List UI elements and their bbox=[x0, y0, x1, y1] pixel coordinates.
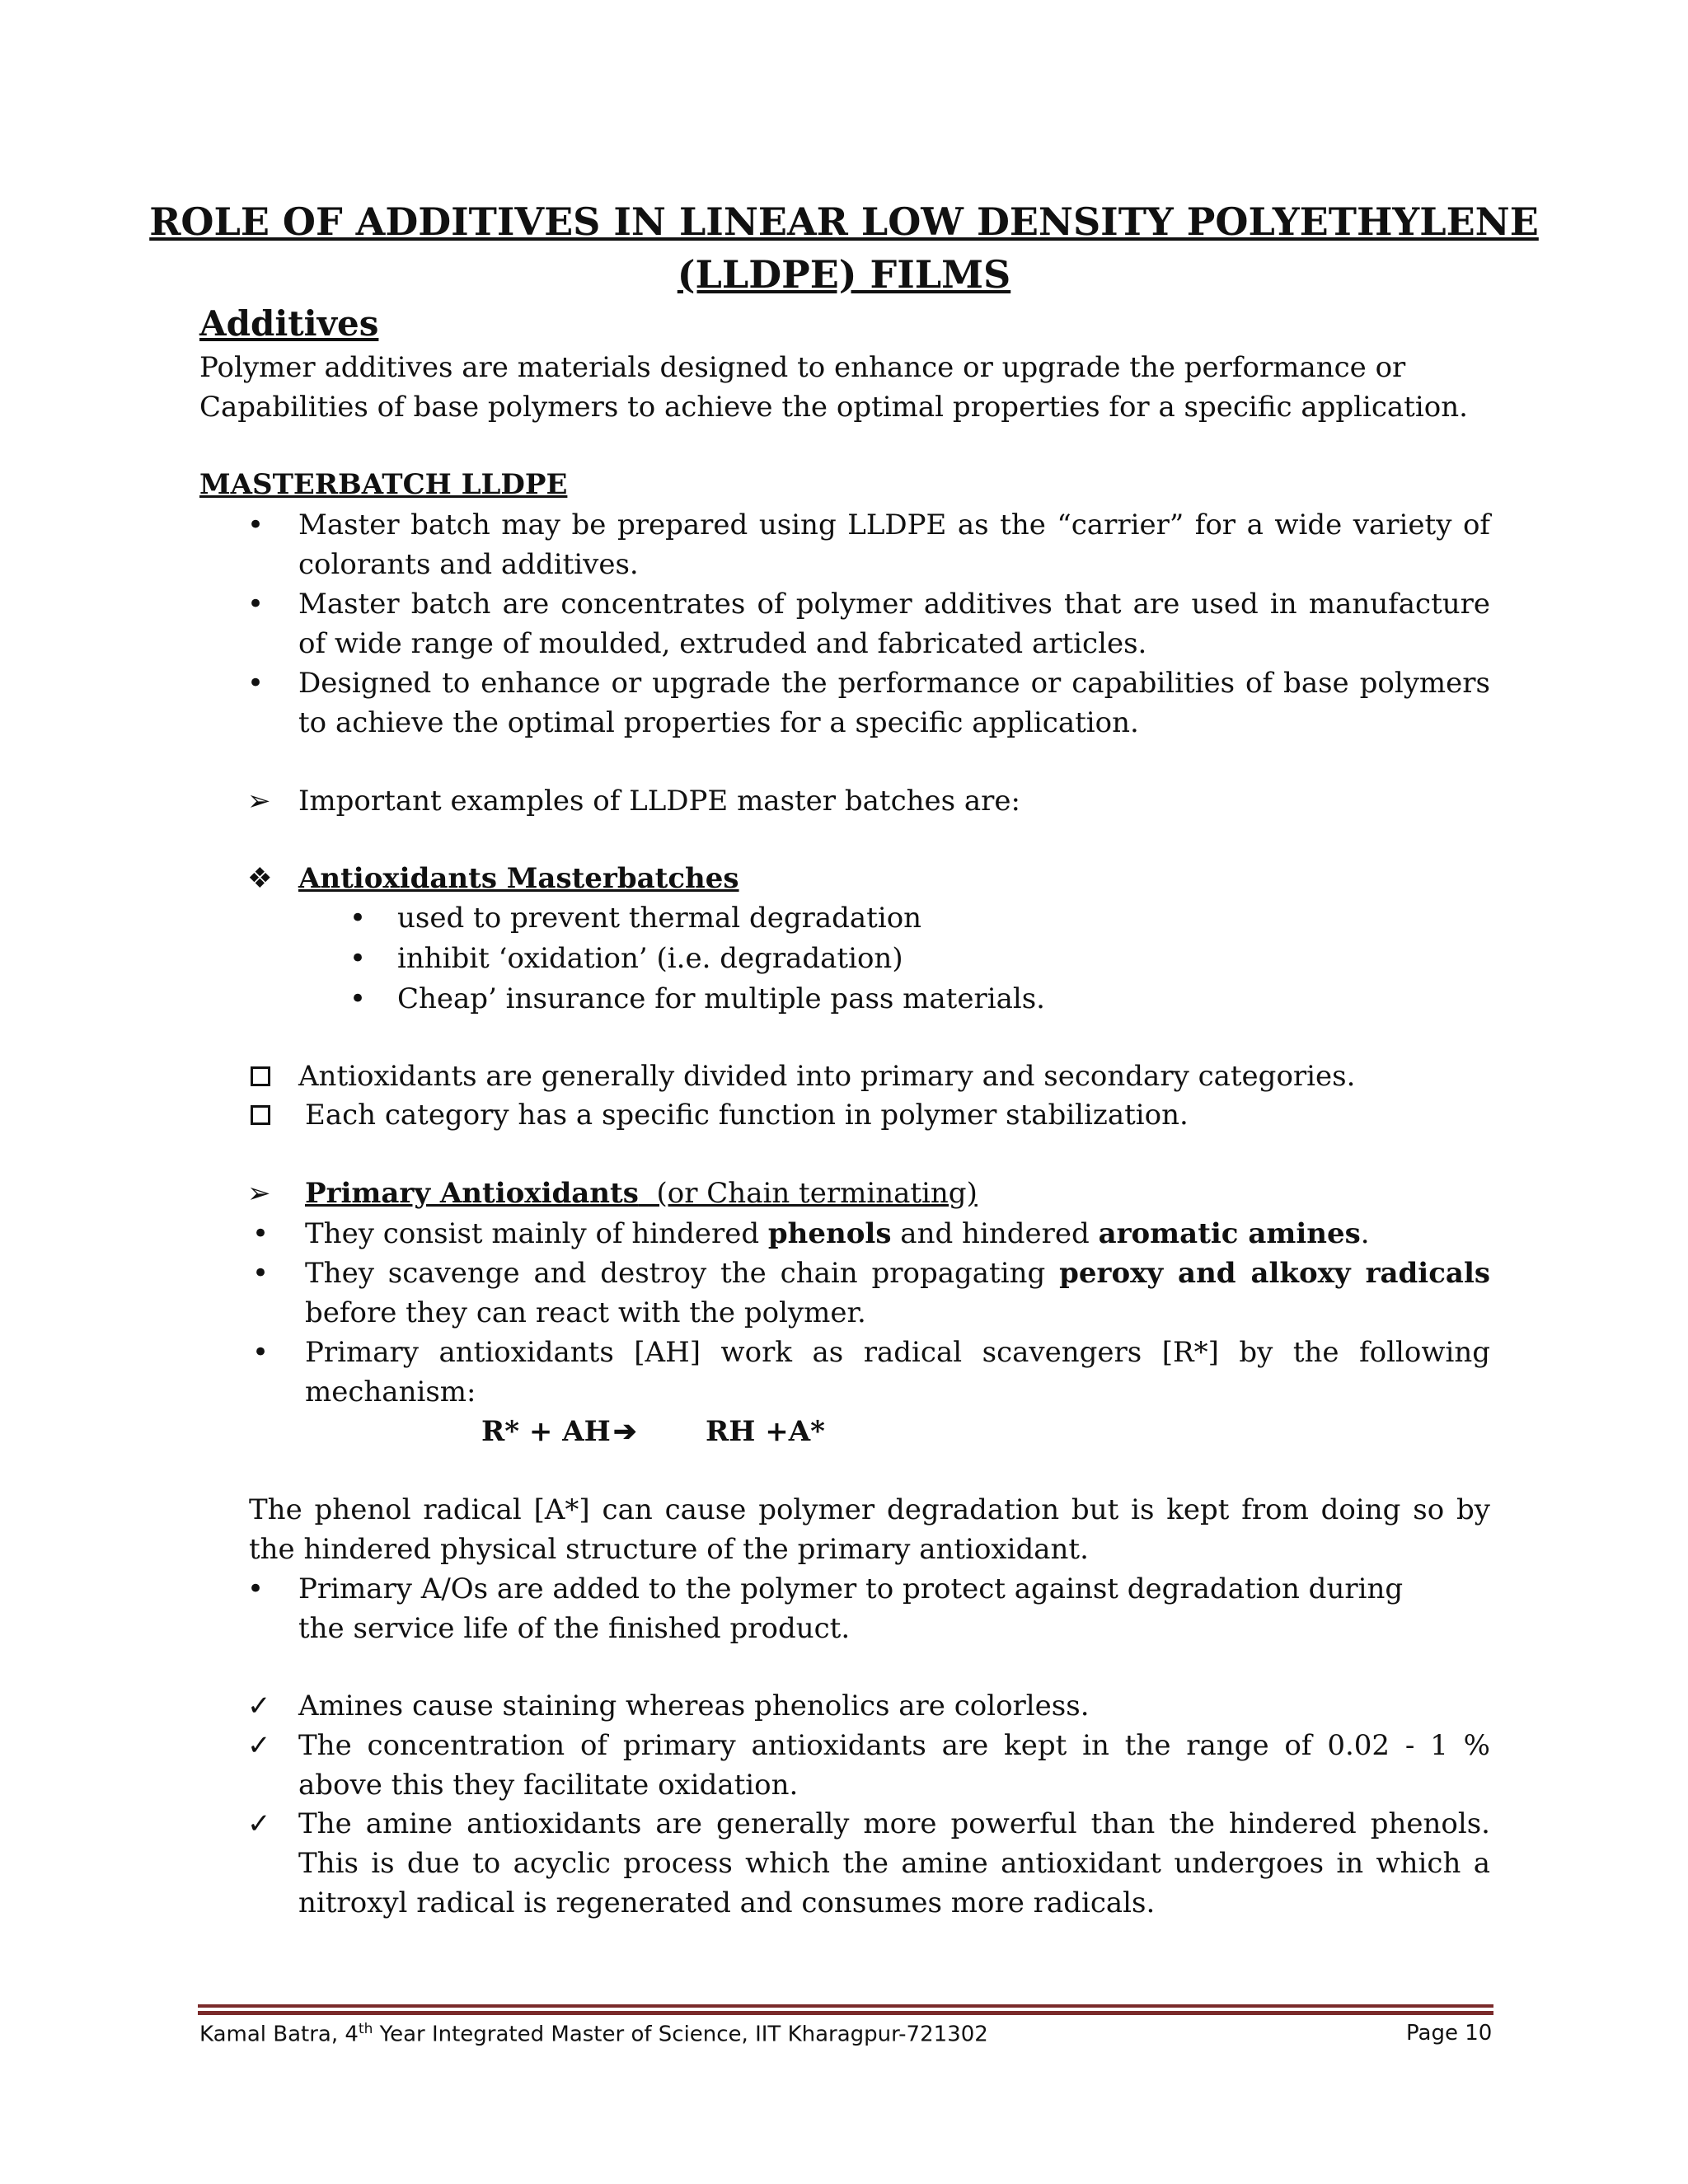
footer-author-pre: Kamal Batra, 4 bbox=[199, 2022, 359, 2047]
diamond-marker-icon: ❖ bbox=[247, 862, 273, 895]
footer-rule-top bbox=[198, 2004, 1493, 2008]
primary-b1-pre: They consist mainly of hindered bbox=[305, 1217, 768, 1250]
bullet-marker: • bbox=[349, 902, 367, 935]
checkbox-square-icon bbox=[251, 1105, 270, 1125]
antioxidants-mb-bullet-1: used to prevent thermal degradation bbox=[397, 902, 922, 935]
primary-b1-amines: aromatic amines bbox=[1098, 1217, 1361, 1250]
page-title-line1: ROLE OF ADDITIVES IN LINEAR LOW DENSITY POLYETHYLENE bbox=[149, 199, 1539, 244]
phenol-paragraph: The phenol radical [A*] can cause polymer degradation but is kept from doing so by the hindered physical structure of the primary antioxidant. bbox=[249, 1493, 1490, 1566]
check-item-1: Amines cause staining whereas phenolics are colorless. bbox=[298, 1690, 1090, 1722]
checkmark-icon: ✓ bbox=[247, 1807, 271, 1840]
check-item-2: The concentration of primary antioxidants are kept in the range of 0.02 - 1 % above this they facilitate oxidation. bbox=[298, 1729, 1490, 1802]
masterbatch-bullet-1: Master batch may be prepared using LLDPE as the “carrier” for a wide variety of colorants and additives. bbox=[298, 509, 1490, 581]
antioxidants-mb-heading: Antioxidants Masterbatches bbox=[298, 862, 739, 895]
primary-heading: Primary Antioxidants bbox=[305, 1177, 639, 1210]
equation-left: R* + AH bbox=[481, 1415, 611, 1448]
checkbox-square-icon bbox=[251, 1066, 270, 1086]
primary-bullet-1 bbox=[305, 1214, 1370, 1254]
primary-bullet-2 bbox=[305, 1254, 1490, 1333]
bullet-marker: • bbox=[247, 588, 265, 621]
page-title-line2: (LLDPE) FILMS bbox=[677, 252, 1011, 297]
checkbox-item-2: Each category has a specific function in polymer stabilization. bbox=[305, 1099, 1189, 1132]
footer-page-number: Page 10 bbox=[1406, 2021, 1493, 2046]
bullet-marker: • bbox=[349, 982, 367, 1015]
primary-b1-end: . bbox=[1360, 1217, 1370, 1250]
primary-b2-radicals: peroxy and alkoxy radicals bbox=[1059, 1257, 1491, 1290]
additives-para-line2: Capabilities of base polymers to achieve the optimal properties for a specific application. bbox=[199, 391, 1468, 424]
check-item-3: The amine antioxidants are generally more powerful than the hindered phenols. This is due to acyclic process which the amine antioxidant undergoes in which a nitroxyl radical is regenerated and consumes more radicals. bbox=[298, 1807, 1490, 1919]
bullet-marker: • bbox=[252, 1257, 270, 1290]
masterbatch-bullet-2: Master batch are concentrates of polymer additives that are used in manufacture of wide range of moulded, extruded and fabricated articles. bbox=[298, 588, 1490, 660]
primary-ao-bullet: Primary A/Os are added to the polymer to protect against degradation during the service life of the finished product. bbox=[298, 1572, 1404, 1645]
bullet-marker: • bbox=[349, 942, 367, 975]
primary-b1-mid: and hindered bbox=[891, 1217, 1099, 1250]
bullet-marker: • bbox=[247, 509, 265, 541]
arrow-marker-icon: ➢ bbox=[247, 785, 271, 818]
footer-author-sup: th bbox=[358, 2021, 373, 2037]
primary-heading-suffix: (or Chain terminating) bbox=[656, 1177, 978, 1210]
checkmark-icon: ✓ bbox=[247, 1729, 271, 1762]
primary-b2-end: before they can react with the polymer. bbox=[305, 1296, 866, 1329]
antioxidants-mb-bullet-2: inhibit ‘oxidation’ (i.e. degradation) bbox=[397, 942, 903, 975]
bullet-marker: • bbox=[252, 1217, 270, 1250]
antioxidants-mb-bullet-3: Cheap’ insurance for multiple pass materials. bbox=[397, 982, 1045, 1015]
masterbatch-heading: MASTERBATCH LLDPE bbox=[199, 468, 568, 501]
primary-b1-phenols: phenols bbox=[767, 1217, 892, 1250]
examples-intro: Important examples of LLDPE master batches are: bbox=[298, 785, 1020, 818]
arrow-marker-icon: ➢ bbox=[247, 1177, 271, 1210]
primary-heading-row bbox=[305, 1174, 978, 1213]
equation-right: RH +A* bbox=[706, 1415, 825, 1448]
checkbox-item-1: Antioxidants are generally divided into primary and secondary categories. bbox=[298, 1060, 1356, 1093]
additives-heading: Additives bbox=[199, 303, 379, 344]
footer-author-post: Year Integrated Master of Science, IIT Kharagpur-721302 bbox=[373, 2022, 988, 2047]
primary-bullet-3: Primary antioxidants [AH] work as radical scavengers [R*] by the following mechanism: bbox=[305, 1336, 1490, 1408]
bullet-marker: • bbox=[247, 1572, 265, 1605]
checkmark-icon: ✓ bbox=[247, 1690, 271, 1722]
footer-author bbox=[199, 2021, 988, 2047]
footer-rule-bottom bbox=[198, 2011, 1493, 2015]
bullet-marker: • bbox=[252, 1336, 270, 1369]
equation-arrow-icon: ➔ bbox=[613, 1415, 637, 1448]
primary-b2-pre: They scavenge and destroy the chain propagating bbox=[305, 1257, 1060, 1290]
primary-heading-spacer bbox=[639, 1177, 657, 1210]
additives-para-line1: Polymer additives are materials designed to enhance or upgrade the performance or bbox=[199, 351, 1406, 384]
masterbatch-bullet-3: Designed to enhance or upgrade the performance or capabilities of base polymers to achieve the optimal properties for a specific application. bbox=[298, 667, 1490, 739]
bullet-marker: • bbox=[247, 667, 265, 700]
